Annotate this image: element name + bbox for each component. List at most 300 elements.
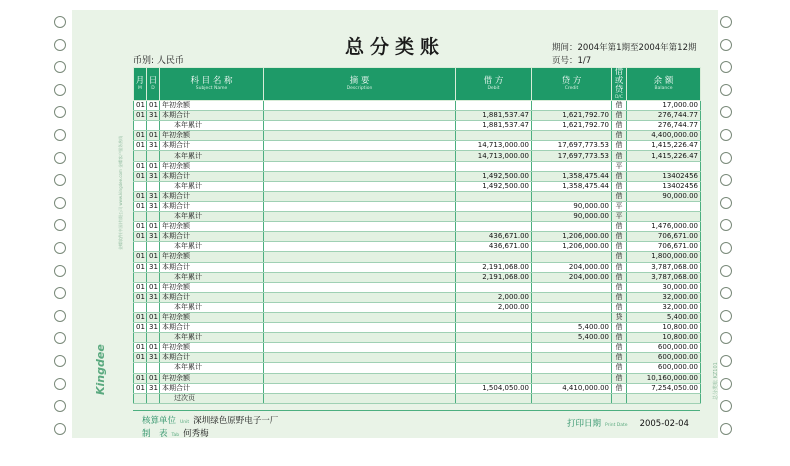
day-cell (147, 363, 160, 373)
description-cell (264, 212, 456, 222)
perforation-hole (54, 378, 66, 390)
subject-cell: 本期合计 (160, 232, 264, 242)
subject-cell: 本年累计 (160, 181, 264, 191)
currency-label: 币别: (133, 56, 155, 66)
month-cell: 01 (134, 353, 147, 363)
month-cell: 01 (134, 343, 147, 353)
column-header (612, 68, 627, 101)
print-date-value: 2005-02-04 (639, 419, 689, 429)
debit-cell: 1,492,500.00 (456, 181, 532, 191)
description-cell (264, 373, 456, 383)
direction-cell: 借 (612, 282, 627, 292)
footer-maker (142, 427, 209, 439)
column-header (532, 68, 612, 101)
description-cell (264, 201, 456, 211)
description-cell (264, 101, 456, 111)
document-title: 总分类账 (344, 36, 445, 58)
balance-cell: 5,400.00 (627, 312, 701, 322)
description-cell (264, 393, 456, 403)
balance-cell: 706,671.00 (627, 242, 701, 252)
footer-unit (142, 414, 278, 426)
table-row (134, 191, 701, 201)
direction-cell: 借 (612, 181, 627, 191)
description-cell (264, 302, 456, 312)
table-row (134, 323, 701, 333)
table-row (134, 353, 701, 363)
perforation-hole (720, 310, 732, 322)
description-cell (264, 353, 456, 363)
month-cell: 01 (134, 312, 147, 322)
form-code: 总分类账 KZ101 (713, 362, 719, 400)
month-cell: 01 (134, 373, 147, 383)
debit-cell: 2,000.00 (456, 292, 532, 302)
table-row (134, 383, 701, 393)
month-cell (134, 151, 147, 161)
balance-cell: 1,415,226.47 (627, 151, 701, 161)
debit-cell (456, 282, 532, 292)
table-row (134, 252, 701, 262)
maker-value: 何秀梅 (183, 429, 209, 439)
balance-cell: 276,744.77 (627, 111, 701, 121)
balance-cell: 1,800,000.00 (627, 252, 701, 262)
subject-cell: 本期合计 (160, 323, 264, 333)
direction-cell: 借 (612, 101, 627, 111)
table-row (134, 101, 701, 111)
day-cell (147, 151, 160, 161)
direction-cell: 借 (612, 232, 627, 242)
month-cell: 01 (134, 201, 147, 211)
balance-cell: 1,476,000.00 (627, 222, 701, 232)
column-header-label: 借或贷 (614, 67, 624, 95)
description-cell (264, 171, 456, 181)
description-cell (264, 272, 456, 282)
month-cell (134, 242, 147, 252)
column-header-label: 日 (148, 76, 158, 86)
perforation-hole (54, 400, 66, 412)
unit-label: 核算单位 (142, 416, 177, 426)
subject-cell: 本年累计 (160, 302, 264, 312)
perforation-hole (720, 39, 732, 51)
balance-cell: 7,254,050.00 (627, 383, 701, 393)
balance-cell: 90,000.00 (627, 191, 701, 201)
credit-cell: 17,697,773.53 (532, 141, 612, 151)
day-cell: 31 (147, 191, 160, 201)
day-cell: 01 (147, 222, 160, 232)
table-row (134, 262, 701, 272)
debit-cell (456, 312, 532, 322)
column-header-label: 贷 方 (561, 76, 582, 86)
description-cell (264, 363, 456, 373)
credit-cell (532, 161, 612, 171)
credit-cell: 17,697,773.53 (532, 151, 612, 161)
table-row (134, 151, 701, 161)
perforation-hole (54, 242, 66, 254)
perforation-hole (720, 174, 732, 186)
subject-cell: 本期合计 (160, 111, 264, 121)
credit-cell (532, 292, 612, 302)
description-cell (264, 282, 456, 292)
footer-divider (133, 410, 700, 411)
subject-cell: 年初余额 (160, 131, 264, 141)
day-cell: 31 (147, 383, 160, 393)
month-cell: 01 (134, 383, 147, 393)
month-cell (134, 121, 147, 131)
month-cell (134, 333, 147, 343)
column-header (627, 68, 701, 101)
table-row (134, 201, 701, 211)
day-cell: 01 (147, 282, 160, 292)
table-row (134, 282, 701, 292)
description-cell (264, 252, 456, 262)
direction-cell: 借 (612, 302, 627, 312)
direction-cell: 借 (612, 383, 627, 393)
table-row (134, 131, 701, 141)
debit-cell (456, 212, 532, 222)
month-cell: 01 (134, 282, 147, 292)
direction-cell: 借 (612, 292, 627, 302)
table-row (134, 302, 701, 312)
credit-cell: 1,358,475.44 (532, 171, 612, 181)
balance-cell: 600,000.00 (627, 343, 701, 353)
direction-cell: 借 (612, 353, 627, 363)
balance-cell: 3,787,068.00 (627, 272, 701, 282)
description-cell (264, 292, 456, 302)
credit-cell: 1,621,792.70 (532, 111, 612, 121)
debit-cell (456, 393, 532, 403)
balance-cell: 1,415,226.47 (627, 141, 701, 151)
direction-cell: 借 (612, 111, 627, 121)
debit-cell (456, 353, 532, 363)
description-cell (264, 262, 456, 272)
subject-cell: 本年累计 (160, 363, 264, 373)
credit-cell: 1,621,792.70 (532, 121, 612, 131)
table-row (134, 171, 701, 181)
debit-cell (456, 343, 532, 353)
debit-cell: 1,881,537.47 (456, 121, 532, 131)
table-row (134, 272, 701, 282)
subject-cell: 本年累计 (160, 272, 264, 282)
month-cell: 01 (134, 222, 147, 232)
subject-cell: 年初余额 (160, 312, 264, 322)
day-cell (147, 302, 160, 312)
direction-cell: 借 (612, 323, 627, 333)
perforation-hole (54, 84, 66, 96)
direction-cell (612, 393, 627, 403)
credit-cell: 204,000.00 (532, 262, 612, 272)
balance-cell: 10,800.00 (627, 333, 701, 343)
table-row (134, 292, 701, 302)
month-cell: 01 (134, 131, 147, 141)
debit-cell (456, 252, 532, 262)
day-cell: 31 (147, 262, 160, 272)
column-header-sublabel: Description (346, 86, 373, 91)
description-cell (264, 383, 456, 393)
table-row (134, 212, 701, 222)
balance-cell (627, 161, 701, 171)
subject-cell: 年初余额 (160, 222, 264, 232)
description-cell (264, 333, 456, 343)
perforation-hole (54, 355, 66, 367)
perforation-hole (720, 84, 732, 96)
perforation-hole (720, 61, 732, 73)
column-header-label: 余 额 (653, 76, 674, 86)
description-cell (264, 141, 456, 151)
description-cell (264, 181, 456, 191)
month-cell (134, 212, 147, 222)
balance-cell: 276,744.77 (627, 121, 701, 131)
day-cell: 01 (147, 101, 160, 111)
subject-cell: 本年累计 (160, 242, 264, 252)
perforation-hole (54, 106, 66, 118)
month-cell: 01 (134, 171, 147, 181)
direction-cell: 借 (612, 121, 627, 131)
subject-cell: 本期合计 (160, 353, 264, 363)
debit-cell: 2,000.00 (456, 302, 532, 312)
debit-cell (456, 131, 532, 141)
description-cell (264, 191, 456, 201)
description-cell (264, 343, 456, 353)
day-cell: 01 (147, 131, 160, 141)
perforation-hole (54, 16, 66, 28)
balance-cell: 32,000.00 (627, 292, 701, 302)
month-cell (134, 363, 147, 373)
debit-cell: 1,492,500.00 (456, 171, 532, 181)
description-cell (264, 323, 456, 333)
perforation-hole (720, 400, 732, 412)
subject-cell: 本期合计 (160, 141, 264, 151)
subject-cell: 年初余额 (160, 373, 264, 383)
debit-cell (456, 363, 532, 373)
debit-cell (456, 191, 532, 201)
table-row (134, 312, 701, 322)
perforation-hole (54, 332, 66, 344)
debit-cell (456, 161, 532, 171)
subject-cell: 过次页 (160, 393, 264, 403)
print-date-en: Print Date (605, 423, 628, 428)
left-perforation-holes (54, 10, 68, 438)
debit-cell (456, 101, 532, 111)
subject-cell: 本年累计 (160, 333, 264, 343)
credit-cell (532, 131, 612, 141)
direction-cell: 借 (612, 222, 627, 232)
debit-cell (456, 201, 532, 211)
day-cell: 31 (147, 111, 160, 121)
column-header-label: 借 方 (483, 76, 504, 86)
perforation-hole (720, 219, 732, 231)
direction-cell: 借 (612, 363, 627, 373)
balance-cell: 4,400,000.00 (627, 131, 701, 141)
direction-cell: 借 (612, 262, 627, 272)
right-perforation-holes (720, 10, 734, 438)
perforation-hole (720, 106, 732, 118)
credit-cell: 5,400.00 (532, 333, 612, 343)
balance-cell: 10,160,000.00 (627, 373, 701, 383)
perforation-hole (720, 378, 732, 390)
column-header-sublabel: Debit (487, 86, 500, 91)
day-cell (147, 181, 160, 191)
credit-cell (532, 101, 612, 111)
day-cell (147, 333, 160, 343)
credit-cell (532, 353, 612, 363)
perforation-hole (720, 242, 732, 254)
column-header-sublabel: D/C (614, 95, 624, 100)
direction-cell: 借 (612, 242, 627, 252)
balance-cell: 32,000.00 (627, 302, 701, 312)
debit-cell: 1,881,537.47 (456, 111, 532, 121)
subject-cell: 年初余额 (160, 282, 264, 292)
month-cell: 01 (134, 232, 147, 242)
credit-cell: 5,400.00 (532, 323, 612, 333)
debit-cell: 14,713,000.00 (456, 141, 532, 151)
table-row (134, 232, 701, 242)
perforation-hole (54, 174, 66, 186)
month-cell (134, 181, 147, 191)
perforation-hole (720, 332, 732, 344)
perforation-hole (54, 39, 66, 51)
balance-cell: 706,671.00 (627, 232, 701, 242)
day-cell: 01 (147, 343, 160, 353)
direction-cell: 借 (612, 272, 627, 282)
column-header (264, 68, 456, 101)
ledger-body (134, 101, 701, 404)
debit-cell (456, 222, 532, 232)
month-cell: 01 (134, 141, 147, 151)
balance-cell: 17,000.00 (627, 101, 701, 111)
perforation-hole (54, 310, 66, 322)
direction-cell: 借 (612, 151, 627, 161)
print-date-label: 打印日期 (567, 419, 602, 429)
balance-cell: 10,800.00 (627, 323, 701, 333)
credit-cell: 90,000.00 (532, 201, 612, 211)
direction-cell: 借 (612, 171, 627, 181)
table-row (134, 141, 701, 151)
currency-value: 人民币 (156, 56, 184, 66)
subject-cell: 本期合计 (160, 171, 264, 181)
column-header-sublabel: M (138, 86, 142, 91)
day-cell (147, 393, 160, 403)
day-cell: 31 (147, 171, 160, 181)
month-cell (134, 302, 147, 312)
credit-cell (532, 393, 612, 403)
day-cell (147, 121, 160, 131)
credit-cell (532, 302, 612, 312)
direction-cell: 借 (612, 141, 627, 151)
balance-cell: 13402456 (627, 171, 701, 181)
table-row (134, 343, 701, 353)
balance-cell: 600,000.00 (627, 363, 701, 373)
column-header-sublabel: Credit (564, 86, 579, 91)
credit-cell: 1,206,000.00 (532, 232, 612, 242)
day-cell: 31 (147, 323, 160, 333)
table-row (134, 111, 701, 121)
table-row (134, 121, 701, 131)
direction-cell: 平 (612, 212, 627, 222)
table-row (134, 222, 701, 232)
perforation-hole (54, 219, 66, 231)
subject-cell: 年初余额 (160, 101, 264, 111)
day-cell: 31 (147, 141, 160, 151)
side-print-text: 金蝶软件(中国)有限公司 www.kingdee.com 金蝶客户服务热线 (118, 135, 123, 250)
subject-cell: 本期合计 (160, 262, 264, 272)
month-cell: 01 (134, 111, 147, 121)
perforation-hole (54, 423, 66, 435)
month-cell: 01 (134, 262, 147, 272)
perforation-hole (54, 61, 66, 73)
table-row (134, 393, 701, 403)
day-cell: 01 (147, 312, 160, 322)
month-cell: 01 (134, 252, 147, 262)
perforation-hole (720, 152, 732, 164)
direction-cell: 平 (612, 161, 627, 171)
direction-cell: 借 (612, 343, 627, 353)
month-cell (134, 393, 147, 403)
perforation-hole (720, 16, 732, 28)
day-cell: 31 (147, 353, 160, 363)
perforation-hole (720, 355, 732, 367)
currency-line (133, 53, 184, 66)
direction-cell: 平 (612, 201, 627, 211)
maker-en: Tab (171, 433, 180, 438)
perforation-hole (54, 265, 66, 277)
credit-cell (532, 312, 612, 322)
description-cell (264, 151, 456, 161)
description-cell (264, 111, 456, 121)
credit-cell (532, 222, 612, 232)
unit-value: 深圳绿色原野电子一厂 (193, 416, 279, 426)
table-row (134, 242, 701, 252)
description-cell (264, 242, 456, 252)
perforation-hole (54, 197, 66, 209)
credit-cell: 90,000.00 (532, 212, 612, 222)
credit-cell: 4,410,000.00 (532, 383, 612, 393)
month-cell (134, 272, 147, 282)
perforation-hole (720, 265, 732, 277)
period-range: 期间：2004年第1期至2004年第12期 (552, 43, 697, 53)
description-cell (264, 312, 456, 322)
debit-cell (456, 373, 532, 383)
ledger-table (133, 67, 701, 404)
column-header (160, 68, 264, 101)
balance-cell: 30,000.00 (627, 282, 701, 292)
description-cell (264, 121, 456, 131)
perforation-hole (720, 197, 732, 209)
debit-cell (456, 323, 532, 333)
day-cell: 31 (147, 201, 160, 211)
description-cell (264, 222, 456, 232)
credit-cell (532, 282, 612, 292)
brand-logo: Kingdee (94, 344, 107, 395)
debit-cell (456, 333, 532, 343)
column-header-sublabel: Balance (654, 86, 673, 91)
direction-cell: 借 (612, 131, 627, 141)
subject-cell: 年初余额 (160, 252, 264, 262)
direction-cell: 借 (612, 191, 627, 201)
debit-cell: 436,671.00 (456, 242, 532, 252)
day-cell: 01 (147, 252, 160, 262)
table-row (134, 181, 701, 191)
direction-cell: 借 (612, 333, 627, 343)
perforation-hole (720, 423, 732, 435)
column-header (147, 68, 160, 101)
day-cell: 01 (147, 161, 160, 171)
column-header-label: 科 目 名 称 (190, 76, 233, 86)
table-row (134, 373, 701, 383)
perforation-hole (54, 129, 66, 141)
subject-cell: 本期合计 (160, 191, 264, 201)
page-number: 页号：1/7 (552, 56, 592, 66)
credit-cell: 1,358,475.44 (532, 181, 612, 191)
direction-cell: 借 (612, 252, 627, 262)
